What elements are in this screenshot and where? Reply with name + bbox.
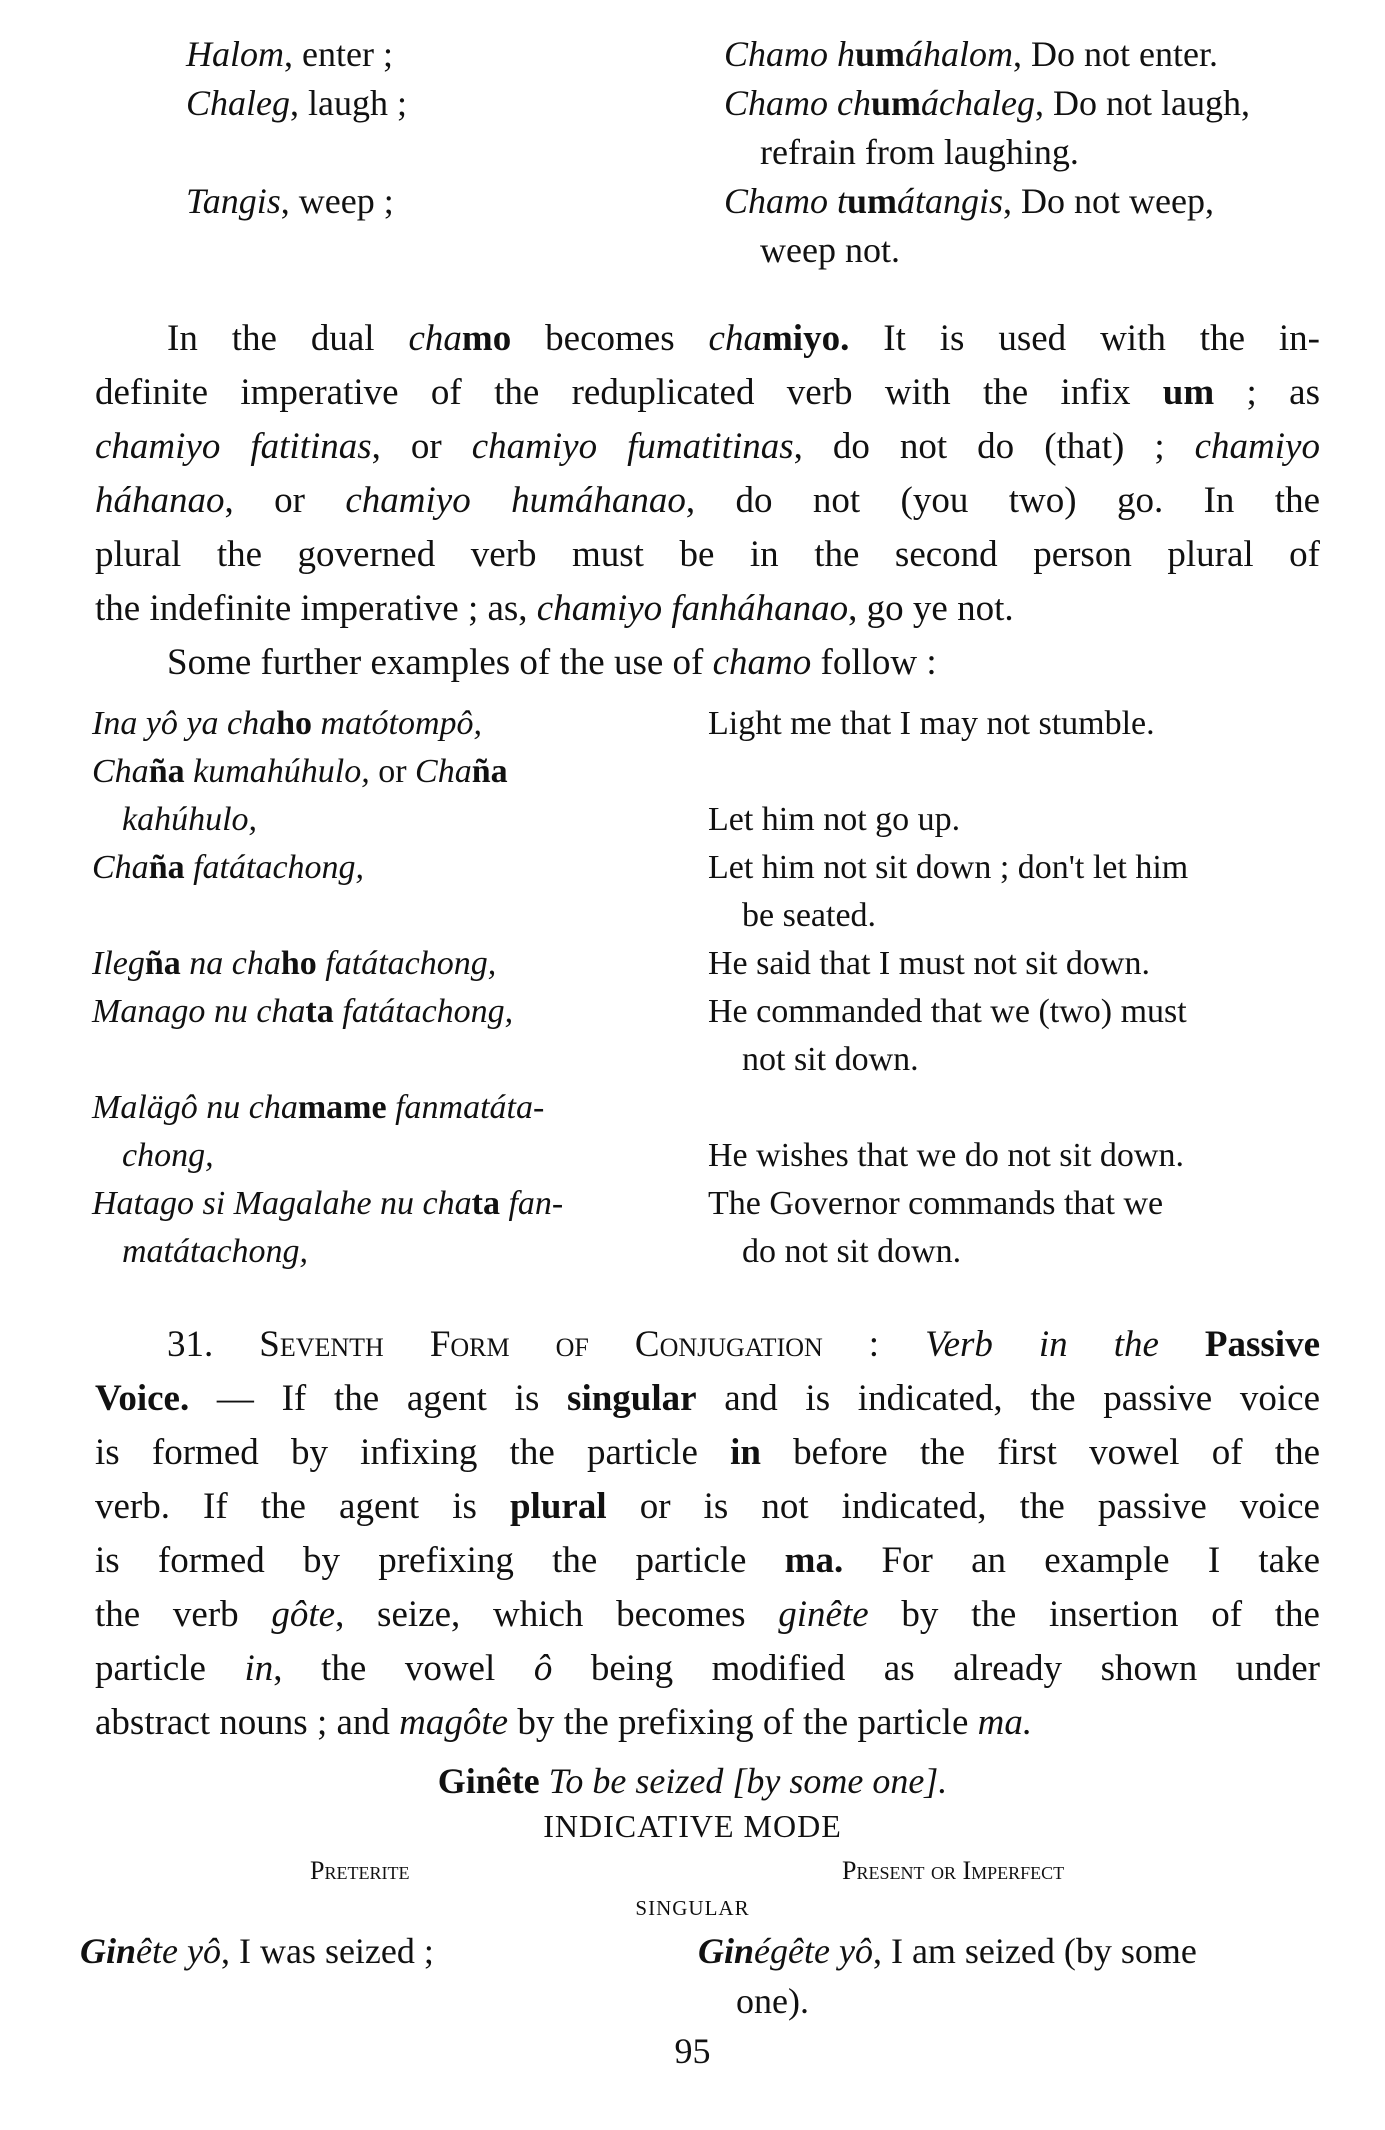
text-line bbox=[95, 582, 1320, 636]
example-row bbox=[0, 940, 1385, 988]
translation: , Do not weep, bbox=[1003, 181, 1215, 221]
text-line bbox=[95, 1642, 1320, 1696]
italic-run: Malägô nu cha bbox=[92, 1089, 298, 1126]
example-row bbox=[0, 988, 1385, 1036]
text-run: , the vowel bbox=[273, 1648, 534, 1689]
chamorro-phrase bbox=[92, 988, 513, 1036]
bold-run: singular bbox=[567, 1378, 697, 1419]
italic-run: fatátachong, bbox=[316, 945, 497, 982]
example-row bbox=[0, 1180, 1385, 1228]
text-line bbox=[95, 420, 1320, 474]
verb-gloss: , weep ; bbox=[280, 181, 394, 221]
italic-run: cha bbox=[708, 318, 762, 359]
text-run: For an example I take bbox=[843, 1540, 1321, 1581]
text-run: the verb bbox=[95, 1594, 272, 1635]
italic-run: chamiyo fumatitinas bbox=[471, 426, 794, 467]
text-run: is formed by infixing the particle bbox=[95, 1432, 731, 1473]
example-row bbox=[0, 1228, 1385, 1276]
text-line bbox=[95, 1318, 1320, 1372]
text-run: by the insertion of the bbox=[868, 1594, 1320, 1635]
page-number: 95 bbox=[674, 2031, 711, 2071]
section-31-paragraph bbox=[95, 1318, 1320, 1750]
dual-paragraph bbox=[95, 312, 1320, 636]
conjugation-gloss: To be seized [by some one]. bbox=[539, 1761, 948, 1801]
text-run: becomes bbox=[511, 318, 709, 359]
italic-run: ma. bbox=[977, 1702, 1033, 1743]
italic-run: kahúhulo, bbox=[122, 801, 258, 838]
italic-run: Hatago si Magalahe nu cha bbox=[92, 1185, 472, 1222]
bold-run: Passive bbox=[1158, 1324, 1321, 1365]
bold-run: ña bbox=[148, 849, 185, 886]
text-run: — If the agent is bbox=[189, 1378, 568, 1419]
bold-run: mame bbox=[297, 1089, 387, 1126]
verb-gloss: , enter ; bbox=[284, 34, 393, 74]
form-rest: ête yô bbox=[136, 1931, 221, 1971]
verb-entry bbox=[186, 177, 394, 226]
neg-infix: um bbox=[847, 181, 898, 221]
tense-heading-present: Present or Imperfect bbox=[842, 1856, 1065, 1885]
english-translation: He commanded that we (two) must bbox=[708, 993, 1187, 1030]
italic-run: matótompô, bbox=[312, 705, 483, 742]
negative-form bbox=[724, 177, 1324, 226]
chamo-examples-table bbox=[0, 700, 1385, 1276]
italic-run: na cha bbox=[180, 945, 281, 982]
example-row bbox=[0, 844, 1385, 892]
example-row bbox=[0, 30, 1385, 79]
italic-run: magôte bbox=[399, 1702, 509, 1743]
text-line bbox=[95, 1696, 1320, 1750]
text-run: before the first vowel of the bbox=[760, 1432, 1320, 1473]
chamorro-phrase bbox=[122, 1228, 308, 1276]
italic-run: Ileg bbox=[92, 945, 145, 982]
example-row bbox=[0, 748, 1385, 796]
present-form bbox=[698, 1930, 1197, 1972]
form-rest: égête yô bbox=[754, 1931, 873, 1971]
text-line bbox=[95, 312, 1320, 366]
text-line bbox=[95, 1588, 1320, 1642]
form-meaning: , I was seized ; bbox=[220, 1931, 434, 1971]
text-run: being modified as already shown under bbox=[552, 1648, 1320, 1689]
chamorro-phrase bbox=[92, 700, 482, 748]
text-run: and is indicated, the passive voice bbox=[696, 1378, 1320, 1419]
text-line bbox=[95, 636, 1320, 690]
text-run: the indefinite imperative ; as, bbox=[95, 588, 537, 629]
text-run: Some further examples of the use of bbox=[167, 642, 713, 683]
translation: , Do not enter. bbox=[1013, 34, 1218, 74]
italic-run: fatátachong, bbox=[184, 849, 365, 886]
italic-run: fatátachong, bbox=[333, 993, 514, 1030]
chamorro-phrase bbox=[92, 1180, 563, 1228]
english-translation: be seated. bbox=[742, 897, 877, 934]
english-translation: He wishes that we do not sit down. bbox=[708, 1137, 1184, 1174]
example-row bbox=[0, 700, 1385, 748]
english-translation: He said that I must not sit down. bbox=[708, 945, 1150, 982]
text-run: It is used with the in- bbox=[849, 318, 1321, 359]
verb-word: Halom bbox=[186, 34, 284, 74]
verb-entry bbox=[186, 79, 407, 128]
english-translation: Light me that I may not stumble. bbox=[708, 705, 1155, 742]
text-run: plural the governed verb must be in the second person plural of bbox=[95, 534, 1320, 575]
conjugation-heading bbox=[0, 1760, 1385, 1802]
english-translation: Let him not go up. bbox=[708, 801, 961, 838]
neg-stem: átangis bbox=[897, 181, 1004, 221]
neg-prefix: Chamo ch bbox=[724, 83, 871, 123]
chamorro-phrase bbox=[122, 1132, 214, 1180]
form-meaning: , I am seized (by some bbox=[872, 1931, 1197, 1971]
text-line bbox=[95, 474, 1320, 528]
italic-run: háhanao bbox=[95, 480, 225, 521]
text-run: definite imperative of the reduplicated verb with the infix bbox=[95, 372, 1163, 413]
english-translation: The Governor commands that we bbox=[708, 1185, 1164, 1222]
negative-form bbox=[724, 30, 1324, 79]
verb-gloss: , laugh ; bbox=[290, 83, 407, 123]
translation: , Do not laugh, bbox=[1034, 83, 1250, 123]
italic-run: ô bbox=[533, 1648, 553, 1689]
example-row bbox=[0, 226, 1385, 275]
chamorro-phrase bbox=[122, 796, 257, 844]
bold-run: ña bbox=[148, 753, 185, 790]
example-row bbox=[0, 796, 1385, 844]
neg-stem: áhalom bbox=[905, 34, 1014, 74]
italic-run: chamiyo fatitinas bbox=[95, 426, 372, 467]
bold-run: Voice. bbox=[95, 1378, 190, 1419]
text-run: or bbox=[369, 753, 416, 790]
text-line bbox=[95, 1480, 1320, 1534]
chamorro-phrase bbox=[92, 844, 364, 892]
text-run: particle bbox=[95, 1648, 245, 1689]
bold-run: ta bbox=[471, 1185, 500, 1222]
bold-run: miyo. bbox=[761, 318, 850, 359]
translation-continued: weep not. bbox=[760, 230, 900, 270]
text-run: In the dual bbox=[167, 318, 409, 359]
text-run: , go ye not. bbox=[848, 588, 1014, 629]
text-line bbox=[95, 1426, 1320, 1480]
italic-run: Manago nu cha bbox=[92, 993, 306, 1030]
negative-imperative-examples bbox=[0, 30, 1385, 275]
translation-continued: refrain from laughing. bbox=[760, 132, 1079, 172]
text-run: 31. bbox=[167, 1324, 260, 1365]
text-run: by the prefixing of the particle bbox=[508, 1702, 978, 1743]
chamorro-phrase bbox=[92, 1084, 544, 1132]
bold-run: in bbox=[730, 1432, 761, 1473]
italic-run: cha bbox=[408, 318, 462, 359]
negative-form bbox=[724, 79, 1324, 128]
bold-run: ho bbox=[280, 945, 317, 982]
text-run: or is not indicated, the passive voice bbox=[606, 1486, 1320, 1527]
verb-word: Chaleg bbox=[186, 83, 290, 123]
bold-run: ho bbox=[276, 705, 313, 742]
neg-prefix: Chamo h bbox=[724, 34, 856, 74]
form-infix-stem: Gin bbox=[80, 1931, 137, 1971]
chamorro-phrase bbox=[92, 748, 508, 796]
italic-run: chamiyo humáhanao bbox=[345, 480, 686, 521]
example-row bbox=[0, 1084, 1385, 1132]
text-run: , seize, which becomes bbox=[335, 1594, 779, 1635]
small-caps-run: Seventh Form of Conjugation bbox=[259, 1324, 823, 1365]
italic-run: chamiyo bbox=[1194, 426, 1320, 467]
text-line bbox=[95, 1534, 1320, 1588]
italic-run: fanmatáta- bbox=[386, 1089, 545, 1126]
text-run: verb. If the agent is bbox=[95, 1486, 510, 1527]
text-line bbox=[95, 1372, 1320, 1426]
further-examples-intro bbox=[95, 636, 1320, 690]
bold-run: ña bbox=[471, 753, 508, 790]
neg-infix: um bbox=[871, 83, 922, 123]
english-translation: do not sit down. bbox=[742, 1233, 962, 1270]
tense-heading-preterite: Preterite bbox=[310, 1856, 410, 1885]
italic-run: chong, bbox=[122, 1137, 214, 1174]
verb-entry bbox=[186, 30, 393, 79]
bold-run: ma. bbox=[784, 1540, 844, 1581]
text-run: : bbox=[822, 1324, 926, 1365]
bold-run: ña bbox=[144, 945, 181, 982]
neg-infix: um bbox=[855, 34, 906, 74]
form-infix-stem: Gin bbox=[698, 1931, 755, 1971]
bold-run: plural bbox=[509, 1486, 607, 1527]
conjugation-verb: Ginête bbox=[437, 1761, 540, 1801]
example-row bbox=[0, 1036, 1385, 1084]
verb-word: Tangis bbox=[186, 181, 281, 221]
present-form-continued: one). bbox=[736, 1981, 809, 2021]
italic-run: kumahúhulo, bbox=[184, 753, 370, 790]
italic-run: Cha bbox=[92, 849, 149, 886]
neg-stem: áchaleg bbox=[921, 83, 1035, 123]
number-heading: SINGULAR bbox=[635, 1896, 750, 1920]
text-run: is formed by prefixing the particle bbox=[95, 1540, 785, 1581]
italic-run: in bbox=[244, 1648, 274, 1689]
text-run: , do not (you two) go. In the bbox=[685, 480, 1320, 521]
italic-run: Verb in the bbox=[925, 1324, 1159, 1365]
example-row bbox=[0, 128, 1385, 177]
italic-run: gôte bbox=[271, 1594, 336, 1635]
bold-run: mo bbox=[461, 318, 512, 359]
italic-run: Cha bbox=[415, 753, 472, 790]
italic-run: chamo bbox=[712, 642, 812, 683]
text-run: , do not do (that) ; bbox=[793, 426, 1195, 467]
english-translation: not sit down. bbox=[742, 1041, 919, 1078]
italic-run: ginête bbox=[778, 1594, 869, 1635]
italic-run: fan- bbox=[499, 1185, 564, 1222]
text-run: , or bbox=[224, 480, 346, 521]
text-line bbox=[95, 366, 1320, 420]
bold-run: ta bbox=[305, 993, 334, 1030]
example-row bbox=[0, 79, 1385, 128]
text-line bbox=[95, 528, 1320, 582]
text-run: abstract nouns ; and bbox=[95, 1702, 400, 1743]
text-run: follow : bbox=[811, 642, 937, 683]
italic-run: Cha bbox=[92, 753, 149, 790]
preterite-form bbox=[80, 1930, 434, 1972]
neg-prefix: Chamo t bbox=[724, 181, 848, 221]
italic-run: matátachong, bbox=[122, 1233, 309, 1270]
bold-run: um bbox=[1162, 372, 1215, 413]
example-row bbox=[0, 1132, 1385, 1180]
example-row bbox=[0, 177, 1385, 226]
chamorro-phrase bbox=[92, 940, 496, 988]
italic-run: Ina yô ya cha bbox=[92, 705, 277, 742]
text-run: , or bbox=[371, 426, 472, 467]
italic-run: chamiyo fanháhanao bbox=[536, 588, 849, 629]
example-row bbox=[0, 892, 1385, 940]
mode-heading: INDICATIVE MODE bbox=[543, 1808, 842, 1844]
text-run: ; as bbox=[1214, 372, 1320, 413]
english-translation: Let him not sit down ; don't let him bbox=[708, 849, 1189, 886]
